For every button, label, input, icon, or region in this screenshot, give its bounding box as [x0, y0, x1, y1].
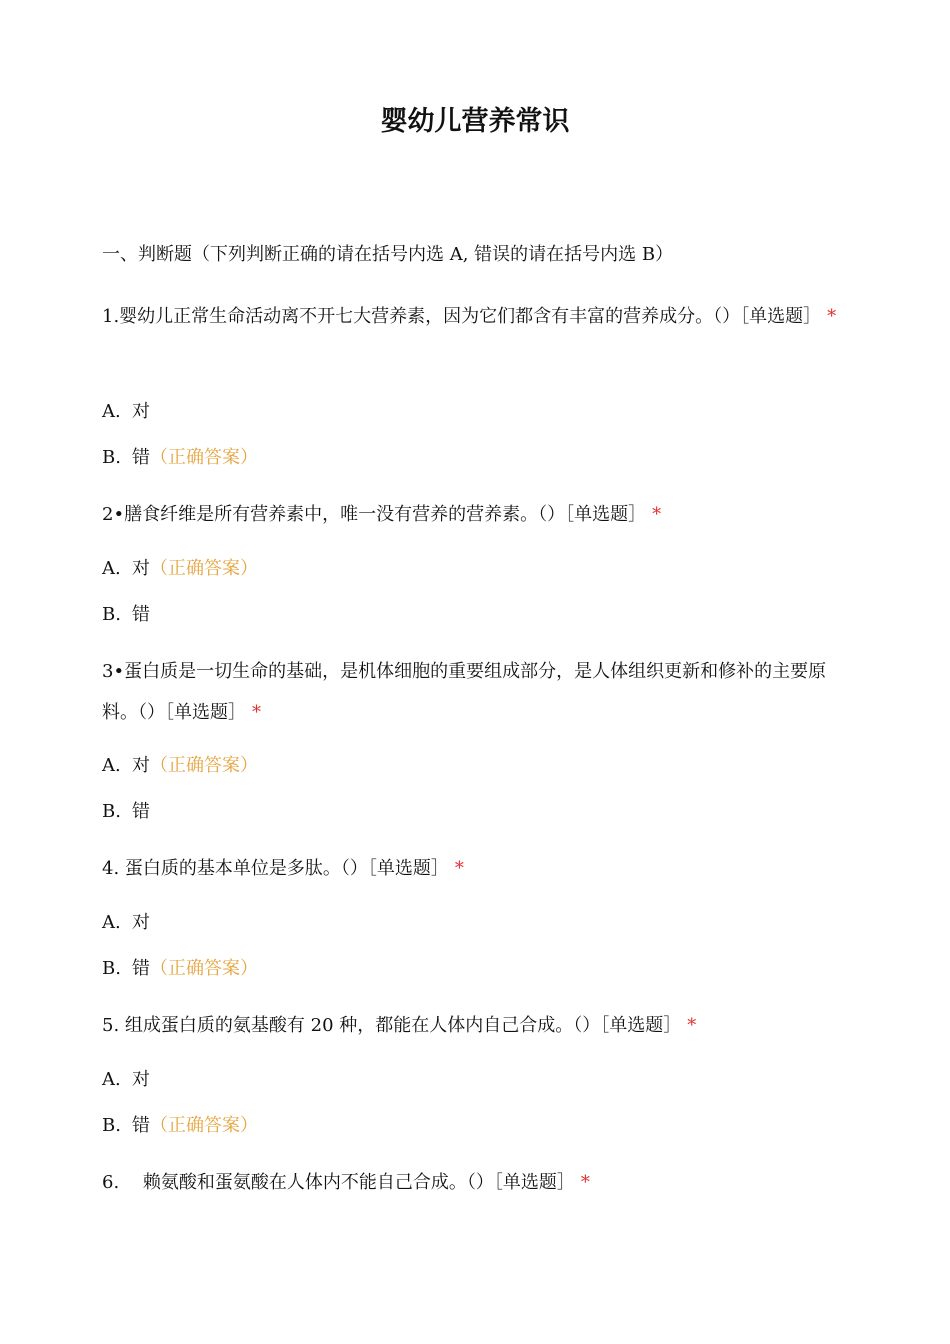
question-3 [102, 651, 852, 733]
required-mark: * [687, 1015, 697, 1036]
question-5-option-b[interactable] [102, 1111, 862, 1141]
question-4-option-b[interactable] [102, 954, 862, 984]
option-letter: A. [102, 401, 121, 422]
question-text: 4. 蛋白质的基本单位是多肽。（）［单选题］ [102, 858, 449, 879]
question-text: 1.婴幼儿正常生命活动离不开七大营养素，因为它们都含有丰富的营养成分。（）［单选题］ [102, 306, 822, 327]
question-2-option-b[interactable] [102, 600, 862, 630]
option-label: 对 [132, 755, 150, 776]
option-letter: B. [102, 958, 121, 979]
option-letter: B. [102, 447, 121, 468]
question-4 [102, 854, 862, 884]
option-label: 错 [132, 801, 150, 822]
question-5 [102, 1011, 862, 1041]
question-6 [102, 1168, 862, 1198]
required-mark: * [580, 1172, 590, 1193]
question-5-option-a[interactable] [102, 1065, 862, 1095]
option-letter: A. [102, 558, 121, 579]
correct-answer-label: （正确答案） [150, 958, 258, 979]
question-1-option-b[interactable] [102, 443, 862, 473]
question-text: 3•蛋白质是一切生命的基础，是机体细胞的重要组成部分，是人体组织更新和修补的主要原料。（）［单选题］ [102, 661, 827, 723]
option-letter: A. [102, 755, 121, 776]
option-label: 对 [132, 558, 150, 579]
question-3-option-a[interactable] [102, 751, 862, 781]
required-mark: * [252, 702, 261, 723]
question-text: 6. 赖氨酸和蛋氨酸在人体内不能自己合成。（）［单选题］ [102, 1172, 575, 1193]
correct-answer-label: （正确答案） [150, 1115, 258, 1136]
option-label: 错 [132, 447, 150, 468]
question-text: 5. 组成蛋白质的氨基酸有 20 种，都能在人体内自己合成。（）［单选题］ [102, 1015, 682, 1036]
option-letter: B. [102, 604, 121, 625]
question-3-option-b[interactable] [102, 797, 862, 827]
option-label: 错 [132, 958, 150, 979]
question-1-option-a[interactable] [102, 397, 862, 427]
option-label: 错 [132, 604, 150, 625]
option-letter: B. [102, 1115, 121, 1136]
question-2-option-a[interactable] [102, 554, 862, 584]
required-mark: * [454, 858, 464, 879]
required-mark: * [827, 306, 837, 327]
option-letter: A. [102, 1069, 121, 1090]
question-4-option-a[interactable] [102, 908, 862, 938]
required-mark: * [652, 504, 662, 525]
correct-answer-label: （正确答案） [150, 447, 258, 468]
option-letter: B. [102, 801, 121, 822]
correct-answer-label: （正确答案） [150, 755, 258, 776]
question-1 [102, 296, 852, 337]
page-title: 婴幼儿营养常识 [380, 106, 570, 137]
option-label: 对 [132, 912, 150, 933]
section-heading: 一、判断题（下列判断正确的请在括号内选 A, 错误的请在括号内选 B） [102, 244, 674, 265]
question-2 [102, 500, 862, 530]
question-text: 2•膳食纤维是所有营养素中，唯一没有营养的营养素。（）［单选题］ [102, 504, 647, 525]
option-label: 错 [132, 1115, 150, 1136]
option-letter: A. [102, 912, 121, 933]
option-label: 对 [132, 401, 150, 422]
correct-answer-label: （正确答案） [150, 558, 258, 579]
option-label: 对 [132, 1069, 150, 1090]
